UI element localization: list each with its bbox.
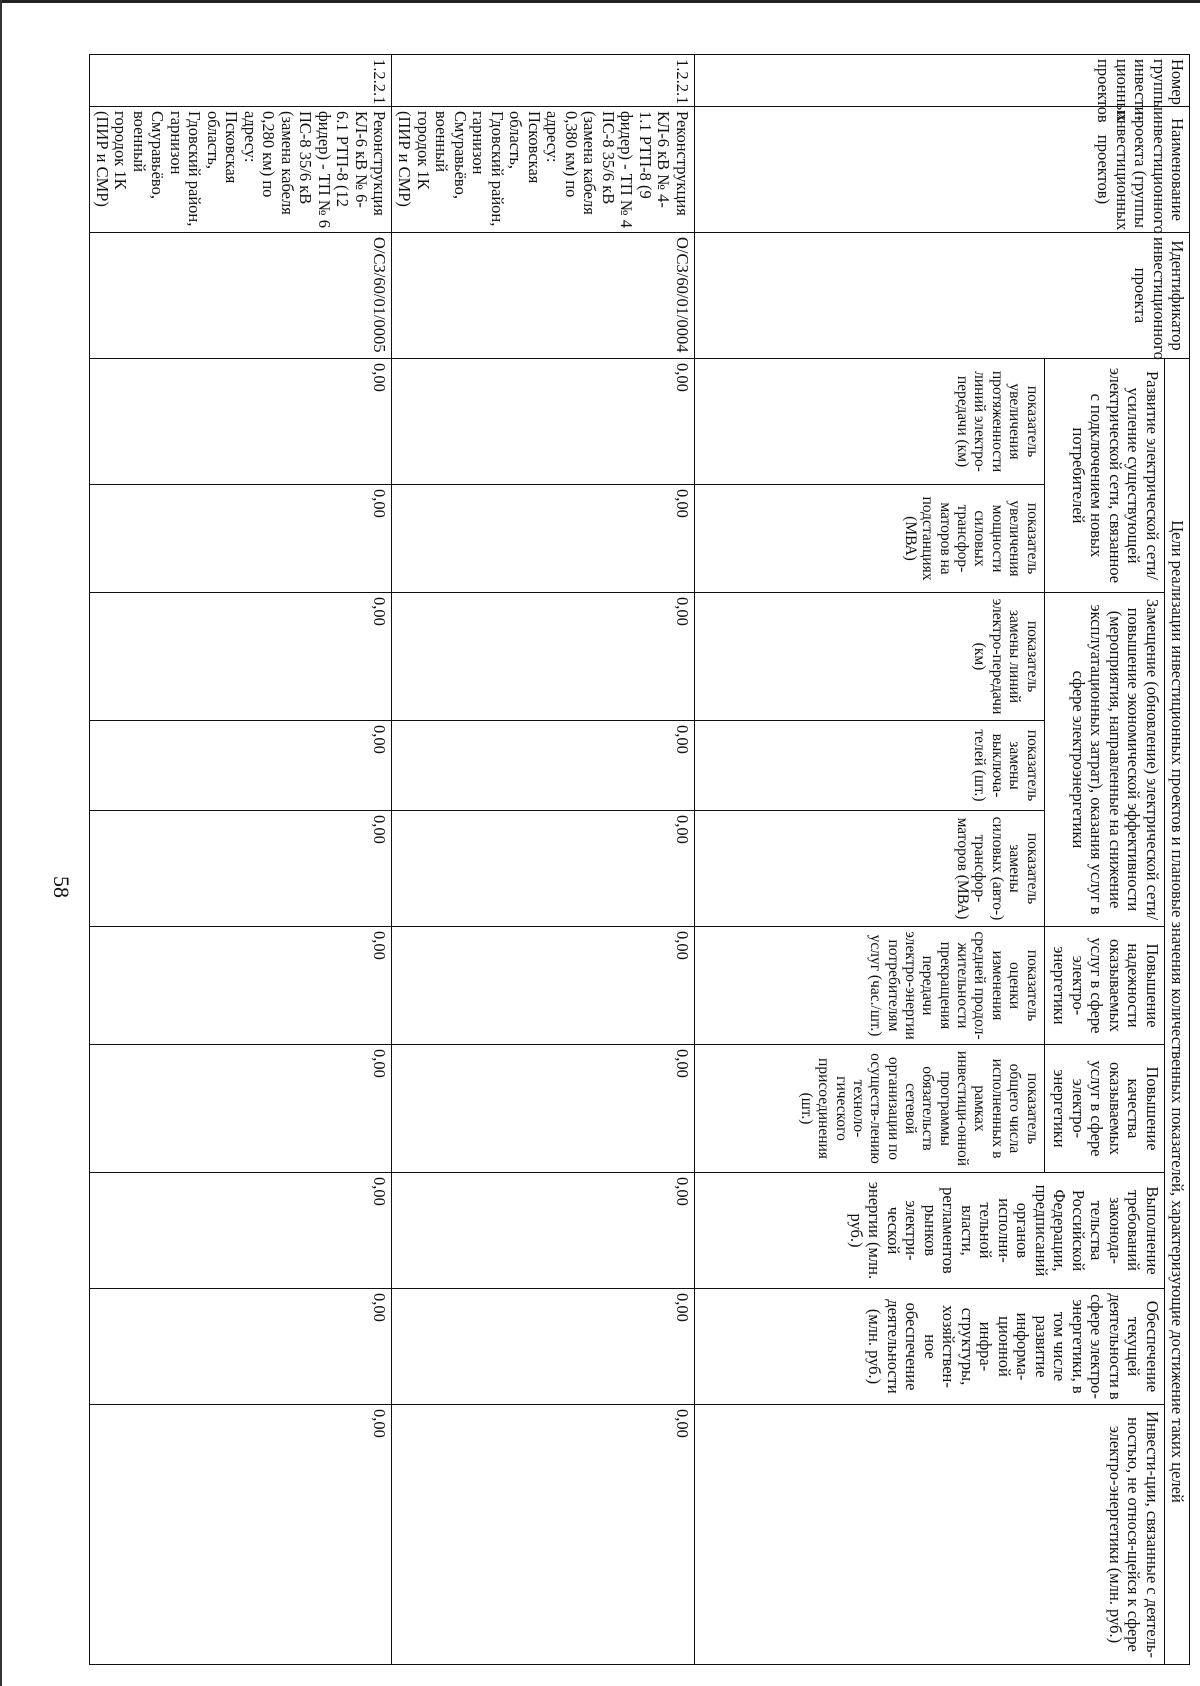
row-value: 0,00: [392, 811, 695, 927]
header-project-id: Идентификатор инвестиционного проекта: [694, 233, 1189, 359]
row-value: 0,00: [89, 359, 392, 485]
rotated-table-wrapper: [93, 54, 1190, 1664]
investment-goals-table: [89, 54, 1190, 1665]
row-value: 0,00: [392, 1045, 695, 1173]
row-value: 0,00: [392, 359, 695, 485]
header-sub-lines-replace: показатель замены линий электро-передачи (км): [694, 593, 1044, 721]
header-sub-transformers-replace: показатель замены силовых (авто-) трансфор-маторов (МВА): [694, 811, 1044, 927]
page-number: 58: [49, 876, 74, 898]
header-sub-quality: показатель общего числа исполненных в рамках инвестици-онной программы обязательств сетевой организации по осуществ-лению техноло-гического присоединения (шт.): [694, 1045, 1044, 1173]
row-value: 0,00: [392, 1173, 695, 1289]
row-value: 0,00: [89, 593, 392, 721]
row-value: 0,00: [392, 721, 695, 811]
header-group-development: Развитие электрической сети/усиление существующей электрической сети, связанное с подключением новых потребителей: [1044, 359, 1164, 593]
row-value: 0,00: [392, 485, 695, 593]
header-group-replacement: Замещение (обновление) электрической сети/повышение экономической эффективности (мероприятия, направленные на снижение эксплуатационных затрат), оказания услуг в сфере электроэнергетики: [1044, 593, 1164, 927]
header-group-quality: Повышение качества оказываемых услуг в сфере электро-энергетики: [1044, 1045, 1164, 1173]
row-value: 0,00: [89, 927, 392, 1045]
header-group-other: Инвести-ции, связанные с деятель-ностью, не относя-щейся к сфере электро-энергетики (млн. руб.): [694, 1405, 1164, 1665]
row-value: 0,00: [392, 1405, 695, 1665]
header-sub-reliability: показатель оценки изменения средней продол-жительности прекращения передачи электро-энергии потребителям услуг (час./шт.): [694, 927, 1044, 1045]
table-row: [392, 55, 695, 1665]
header-project-name: Наименование инвестиционного проекта (группы инвестиционных проектов): [694, 107, 1189, 233]
table-row: [89, 55, 392, 1665]
row-project-name: Реконструкция КЛ-6 кВ № 4-1.1 РТП-8 (9 фидер) - ТП № 4 ПС-8 35/6 кВ (замена кабеля 0,380 км) по адресу: Псковская область, Гдовский район, гарнизон Смуравьёво, военный городок 1К (ПИР и СМР): [392, 107, 695, 233]
header-goals: Цели реализации инвестиционных проектов и плановые значения количественных показателей, характеризующие достижение таких целей: [1164, 359, 1189, 1665]
header-sub-switches: показатель замены выключа-телей (шт.): [694, 721, 1044, 811]
row-project-id: O/СЗ/60/01/0004: [392, 233, 695, 359]
row-value: 0,00: [89, 1405, 392, 1665]
header-group-reliability: Повышение надежности оказываемых услуг в сфере электро-энергетики: [1044, 927, 1164, 1045]
scan-edge-left: [0, 0, 2, 1686]
row-value: 0,00: [89, 1289, 392, 1405]
row-number: 1.2.2.1: [89, 55, 392, 107]
row-value: 0,00: [89, 721, 392, 811]
row-project-id: O/СЗ/60/01/0005: [89, 233, 392, 359]
header-group-legal: Выполнение требований законода-тельства Российской Федерации, предписаний органов исполни-тельной власти, регламентов рынков электри-ческой энергии (млн. руб.): [694, 1173, 1164, 1289]
row-value: 0,00: [89, 485, 392, 593]
row-value: 0,00: [392, 593, 695, 721]
row-value: 0,00: [89, 1173, 392, 1289]
row-number: 1.2.2.1: [392, 55, 695, 107]
header-group-current: Обеспечение текущей деятельности в сфере электро-энергетики, в том числе развитие информа-ционной инфра-структуры, хозяйствен-ное обеспечение деятельности (млн. руб.): [694, 1289, 1164, 1405]
header-sub-lines-length: показатель увеличения протяженности линий электро-передачи (км): [694, 359, 1044, 485]
row-project-name: Реконструкция КЛ-6 кВ № 6-6.1 РТП-8 (12 фидер) - ТП № 6 ПС-8 35/6 кВ (замена кабеля 0,280 км) по адресу: Псковская область, Гдовский район, гарнизон Смуравьёво, военный городок 1К (ПИР и СМР): [89, 107, 392, 233]
header-sub-transformer-power: показатель увеличения мощности силовых трансфор-маторов на подстанциях (МВА): [694, 485, 1044, 593]
header-group-number: Номер группы инвести-ционных проектов: [694, 55, 1189, 107]
scan-edge-top: [0, 0, 1200, 3]
row-value: 0,00: [89, 811, 392, 927]
row-value: 0,00: [392, 927, 695, 1045]
row-value: 0,00: [392, 1289, 695, 1405]
row-value: 0,00: [89, 1045, 392, 1173]
